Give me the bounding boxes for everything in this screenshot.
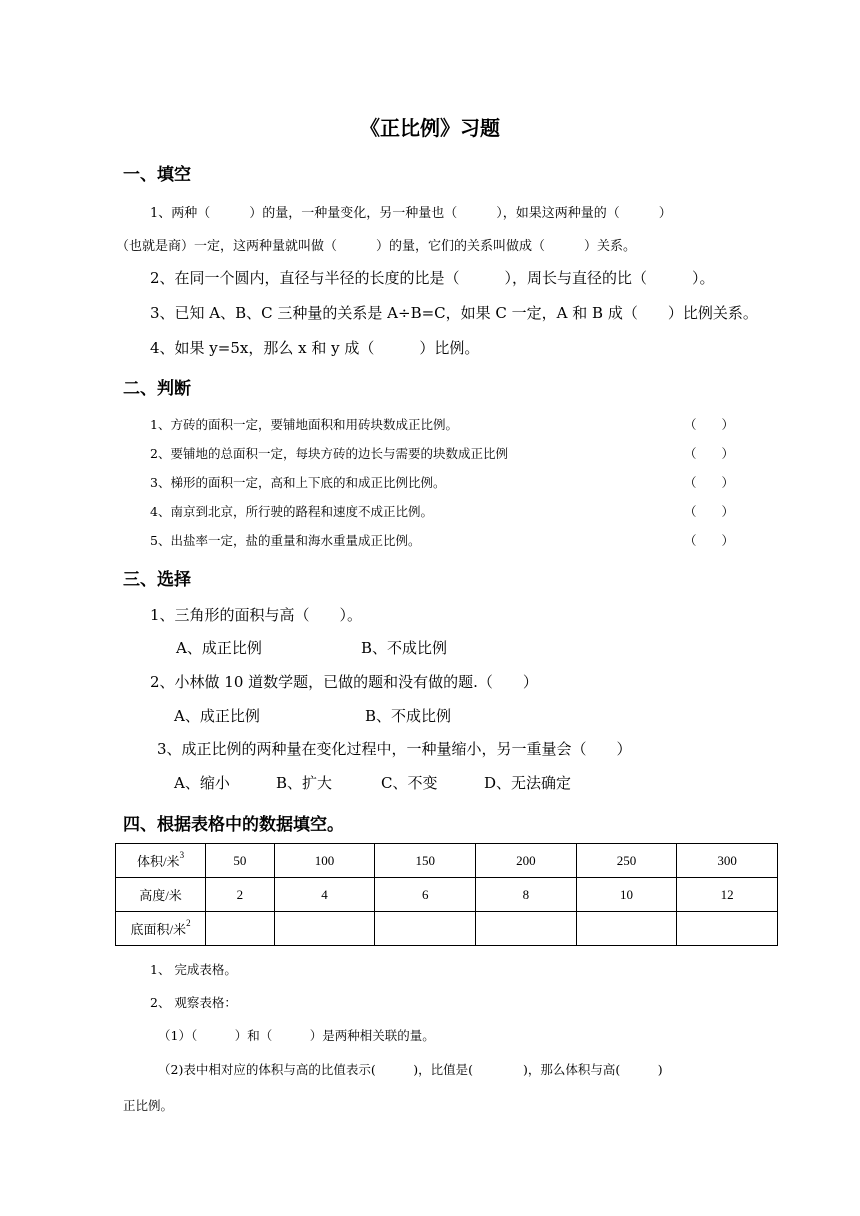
fill-question-4: 4、如果 y=5x，那么 x 和 y 成（ ）比例。 [150,339,480,357]
table-cell: 250 [576,844,677,878]
judge-answer-paren-4: （ ） [684,504,735,519]
table-cell: 4 [274,878,375,912]
task-2-sub-1: （1）（ ）和（ ）是两种相关联的量。 [158,1028,435,1043]
table-row-base-area [116,912,778,946]
section-heading-fill: 一、填空 [123,165,191,185]
judge-answer-paren-5: （ ） [684,533,735,548]
section-heading-table: 四、根据表格中的数据填空。 [123,815,344,835]
choice-question-1: 1、三角形的面积与高（ ）。 [150,606,363,624]
task-2-sub-2-continued: 正比例。 [123,1098,174,1113]
choice-3-option-d: D、无法确定 [484,774,572,792]
choice-question-3: 3、成正比例的两种量在变化过程中，一种量缩小，另一重量会（ ） [157,740,632,758]
judge-item-3: 3、梯形的面积一定，高和上下底的和成正比例比例。 [150,475,446,490]
judge-item-4: 4、南京到北京，所行驶的路程和速度不成正比例。 [150,504,433,519]
table-cell: 100 [274,844,375,878]
judge-answer-paren-3: （ ） [684,475,735,490]
judge-answer-paren-2: （ ） [684,446,735,461]
row-label-volume: 体积/米$^3$ [116,844,206,878]
fill-question-1-line-1: 1、两种（ ）的量，一种量变化，另一种量也（ ），如果这两种量的（ ） [150,206,672,221]
table-cell-empty[interactable] [375,912,476,946]
section-heading-choice: 三、选择 [123,570,191,590]
judge-item-2: 2、要铺地的总面积一定，每块方砖的边长与需要的块数成正比例 [150,446,508,461]
table-cell: 8 [476,878,577,912]
row-label-base-area: 底面积/米$^2$ [116,912,206,946]
choice-2-option-b: B、不成比例 [365,707,452,725]
fill-question-1-line-2: （也就是商）一定，这两种量就叫做（ ）的量，它们的关系叫做成（ ）关系。 [116,239,637,254]
table-cell: 6 [375,878,476,912]
table-cell: 2 [206,878,275,912]
choice-1-option-b: B、不成比例 [361,639,448,657]
task-2-sub-2: （2)表中相对应的体积与高的比值表示( )，比值是( )，那么体积与高( ) [158,1062,663,1077]
table-row-volume [116,844,778,878]
table-cell: 50 [206,844,275,878]
choice-3-option-b: B、扩大 [276,774,333,792]
table-cell-empty[interactable] [476,912,577,946]
task-2: 2、 观察表格： [150,995,237,1010]
table-cell: 300 [677,844,778,878]
fill-question-3: 3、已知 A、B、C 三种量的关系是 A÷B=C，如果 C 一定，A 和 B 成（ ）比例关系。 [150,304,758,322]
choice-question-2: 2、小林做 10 道数学题，已做的题和没有做的题.（ ） [150,673,538,691]
table-cell: 10 [576,878,677,912]
task-1: 1、 完成表格。 [150,962,237,977]
table-cell: 12 [677,878,778,912]
judge-item-1: 1、方砖的面积一定，要铺地面积和用砖块数成正比例。 [150,417,458,432]
choice-1-option-a: A、成正比例 [176,639,262,657]
table-cell-empty[interactable] [677,912,778,946]
table-cell: 150 [375,844,476,878]
table-cell: 200 [476,844,577,878]
judge-answer-paren-1: （ ） [684,417,735,432]
table-cell-empty[interactable] [576,912,677,946]
judge-item-5: 5、出盐率一定，盐的重量和海水重量成正比例。 [150,533,421,548]
data-table [115,843,778,946]
choice-2-option-a: A、成正比例 [174,707,260,725]
page-title: 《正比例》习题 [360,116,500,140]
section-heading-judge: 二、判断 [123,379,191,399]
row-label-height: 高度/米 [116,878,206,912]
table-cell-empty[interactable] [206,912,275,946]
fill-question-2: 2、在同一个圆内，直径与半径的长度的比是（ ），周长与直径的比（ ）。 [150,269,715,287]
choice-3-option-a: A、缩小 [174,774,230,792]
table-row-height [116,878,778,912]
table-cell-empty[interactable] [274,912,375,946]
choice-3-option-c: C、不变 [381,774,438,792]
